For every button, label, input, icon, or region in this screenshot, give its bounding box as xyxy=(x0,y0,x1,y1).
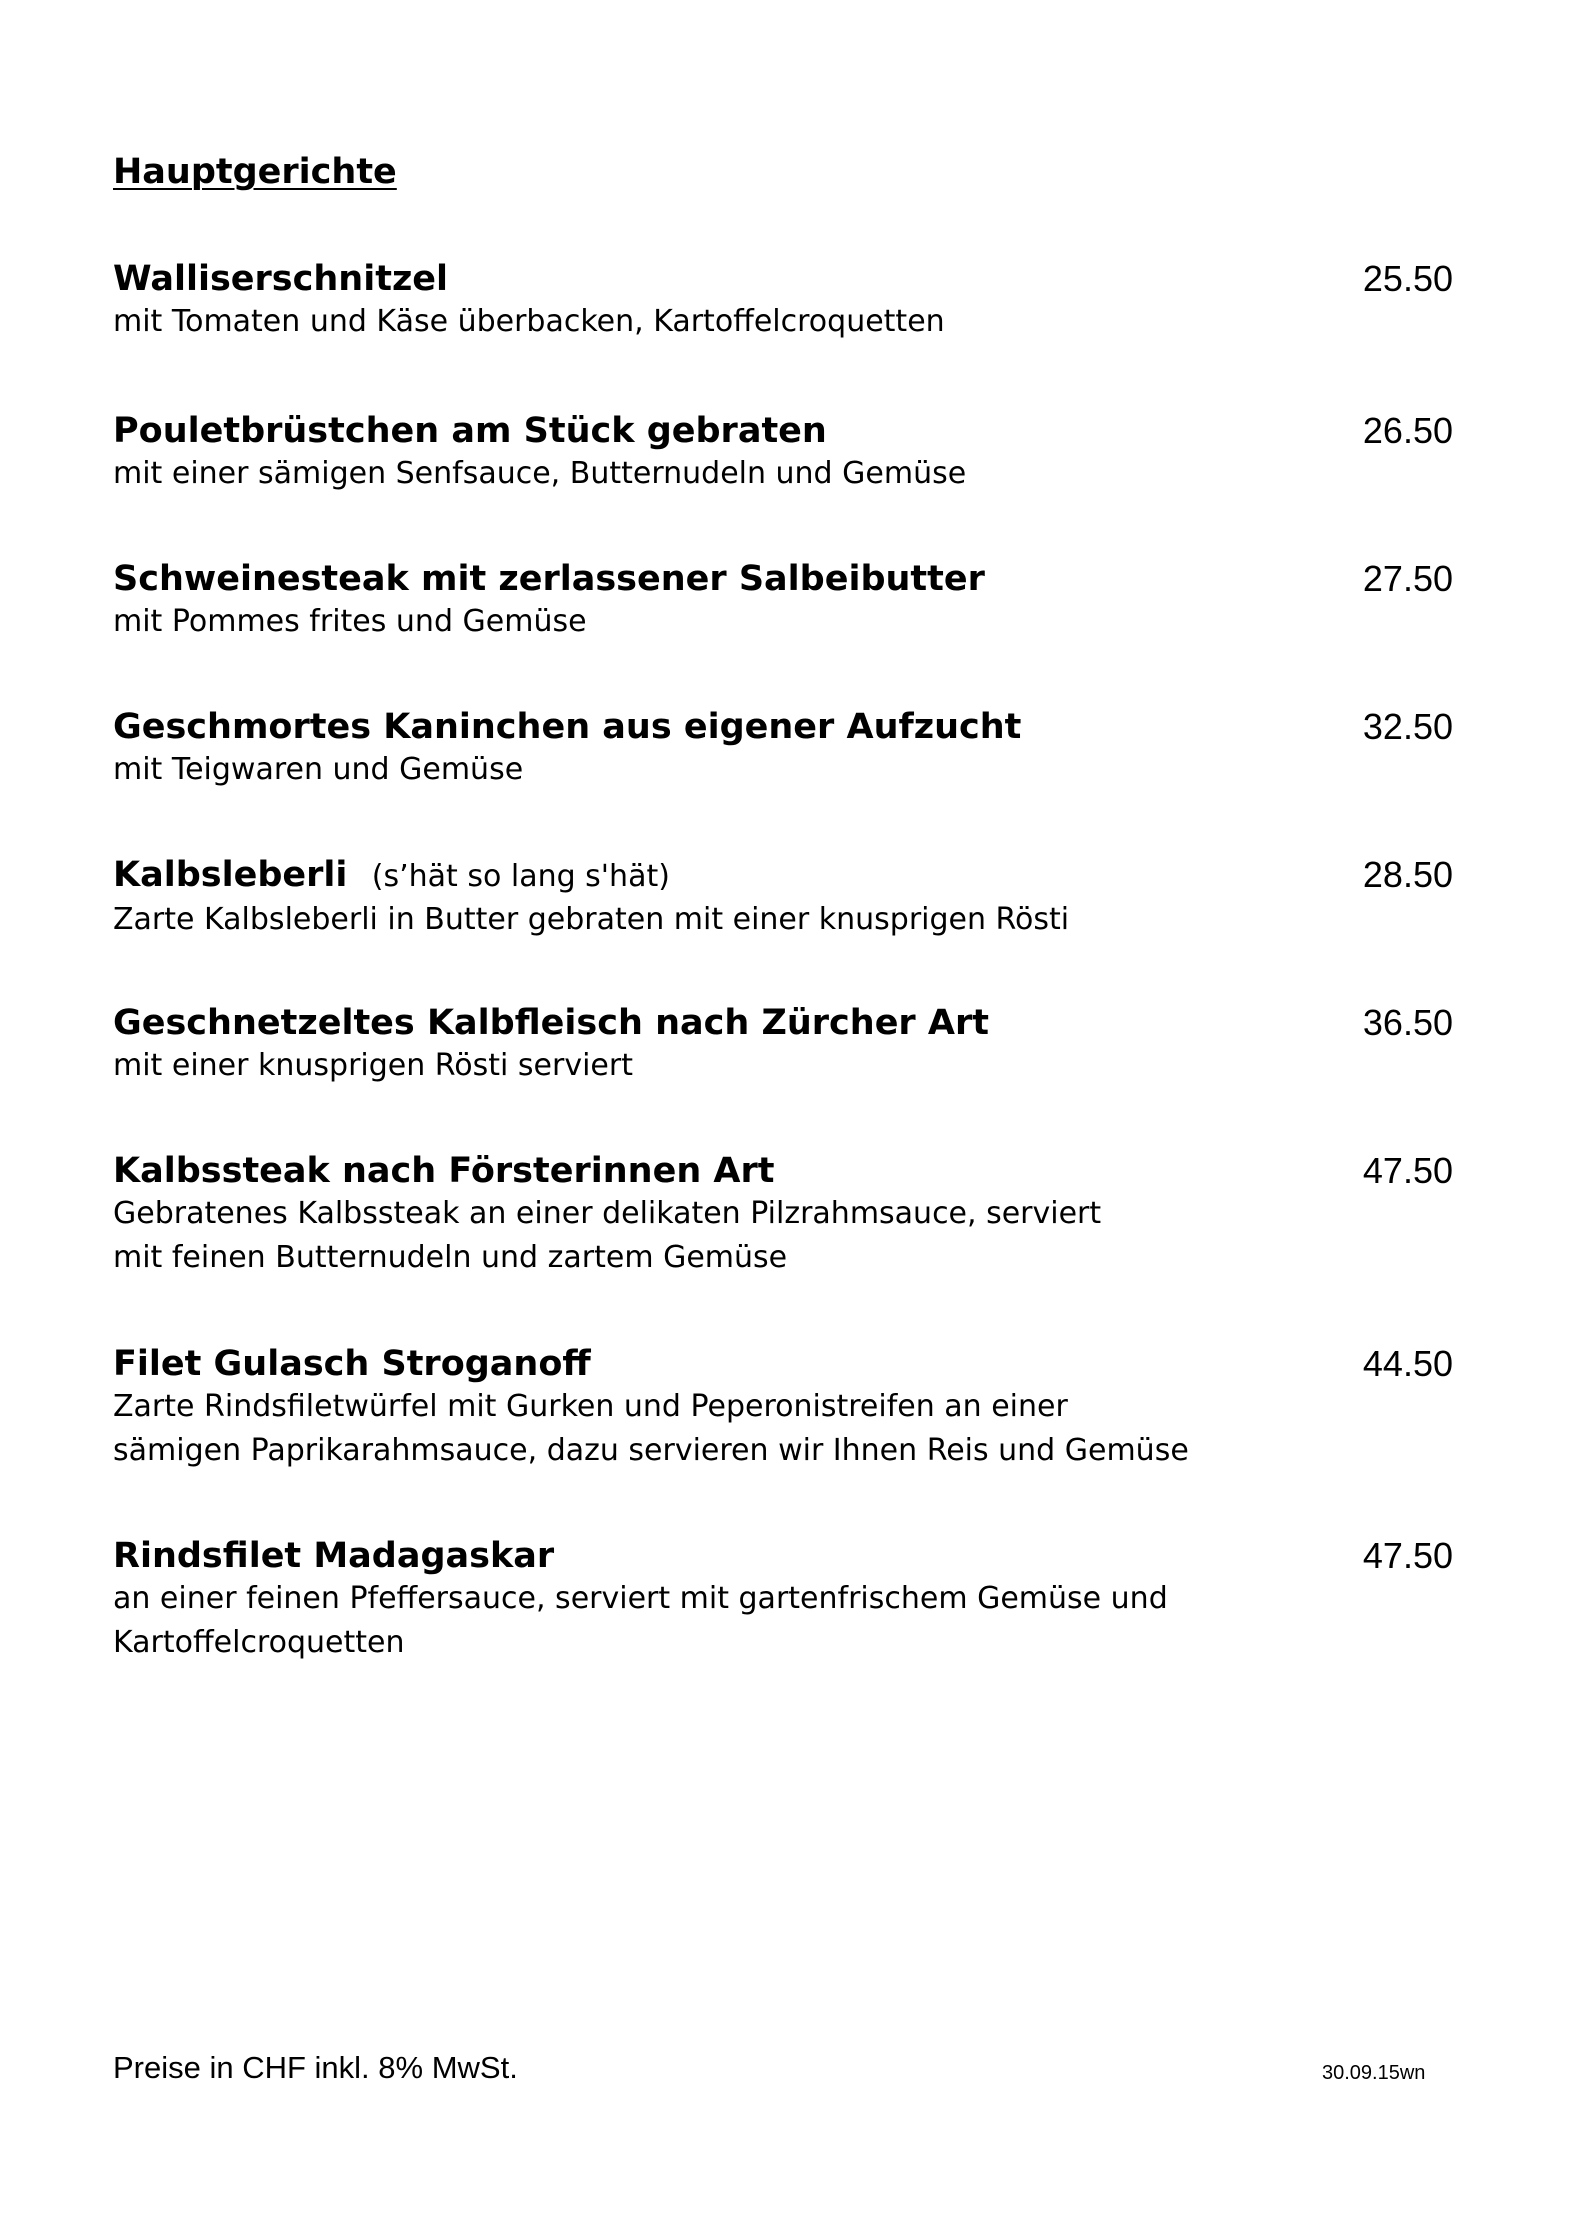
dish-name: Kalbssteak nach Försterinnen Art xyxy=(113,1151,775,1191)
dish-name: Kalbsleberli (s’hät so lang s'hät) xyxy=(113,855,670,895)
dish-item xyxy=(113,1150,1453,1280)
dish-description: mit einer knusprigen Rösti serviert xyxy=(113,1048,633,1083)
dish-description: mit Pommes frites und Gemüse xyxy=(113,604,587,639)
dish-name: Rindsfilet Madagaskar xyxy=(113,1536,555,1576)
dish-price: 32.50 xyxy=(1362,706,1453,747)
dish-description: sämigen Paprikarahmsauce, dazu servieren wir Ihnen Reis und Gemüse xyxy=(113,1433,1189,1468)
dish-price: 36.50 xyxy=(1362,1002,1453,1043)
dish-price: 27.50 xyxy=(1362,558,1453,599)
dish-description: mit feinen Butternudeln und zartem Gemüse xyxy=(113,1240,788,1275)
dish-description: Zarte Rindsfiletwürfel mit Gurken und Peperonistreifen an einer xyxy=(113,1389,1068,1424)
dish-name: Pouletbrüstchen am Stück gebraten xyxy=(113,411,827,451)
page-title: Hauptgerichte xyxy=(113,152,397,192)
dish-name: Geschnetzeltes Kalbfleisch nach Zürcher Art xyxy=(113,1003,989,1043)
dish-item xyxy=(113,1002,1453,1088)
dish-name: Schweinesteak mit zerlassener Salbeibutter xyxy=(113,559,985,599)
dish-item xyxy=(113,258,1453,344)
dish-item xyxy=(113,410,1453,496)
dish-name: Geschmortes Kaninchen aus eigener Aufzucht xyxy=(113,707,1022,747)
dish-price: 47.50 xyxy=(1362,1535,1453,1576)
dish-description: Zarte Kalbsleberli in Butter gebraten mit einer knusprigen Rösti xyxy=(113,902,1070,937)
dish-price: 26.50 xyxy=(1362,410,1453,451)
dish-note: (s’hät so lang s'hät) xyxy=(371,859,670,894)
dish-price: 47.50 xyxy=(1362,1150,1453,1191)
dish-price: 44.50 xyxy=(1362,1343,1453,1384)
dish-description: mit einer sämigen Senfsauce, Butternudeln und Gemüse xyxy=(113,456,967,491)
dish-price: 28.50 xyxy=(1362,854,1453,895)
dish-name: Filet Gulasch Stroganoff xyxy=(113,1344,591,1384)
price-note: Preise in CHF inkl. 8% MwSt. xyxy=(113,2050,518,2085)
dish-item xyxy=(113,1343,1453,1473)
dish-item xyxy=(113,854,1453,942)
version-code: 30.09.15wn xyxy=(1322,2062,1426,2084)
dish-description: mit Tomaten und Käse überbacken, Kartoffelcroquetten xyxy=(113,304,945,339)
dish-price: 25.50 xyxy=(1362,258,1453,299)
dish-description: Kartoffelcroquetten xyxy=(113,1625,405,1660)
dish-item xyxy=(113,706,1453,792)
dish-item xyxy=(113,558,1453,644)
dish-description: an einer feinen Pfeffersauce, serviert mit gartenfrischem Gemüse und xyxy=(113,1581,1168,1616)
dish-item xyxy=(113,1535,1453,1665)
dish-description: Gebratenes Kalbssteak an einer delikaten Pilzrahmsauce, serviert xyxy=(113,1196,1102,1231)
dish-name: Walliserschnitzel xyxy=(113,259,449,299)
dish-description: mit Teigwaren und Gemüse xyxy=(113,752,524,787)
